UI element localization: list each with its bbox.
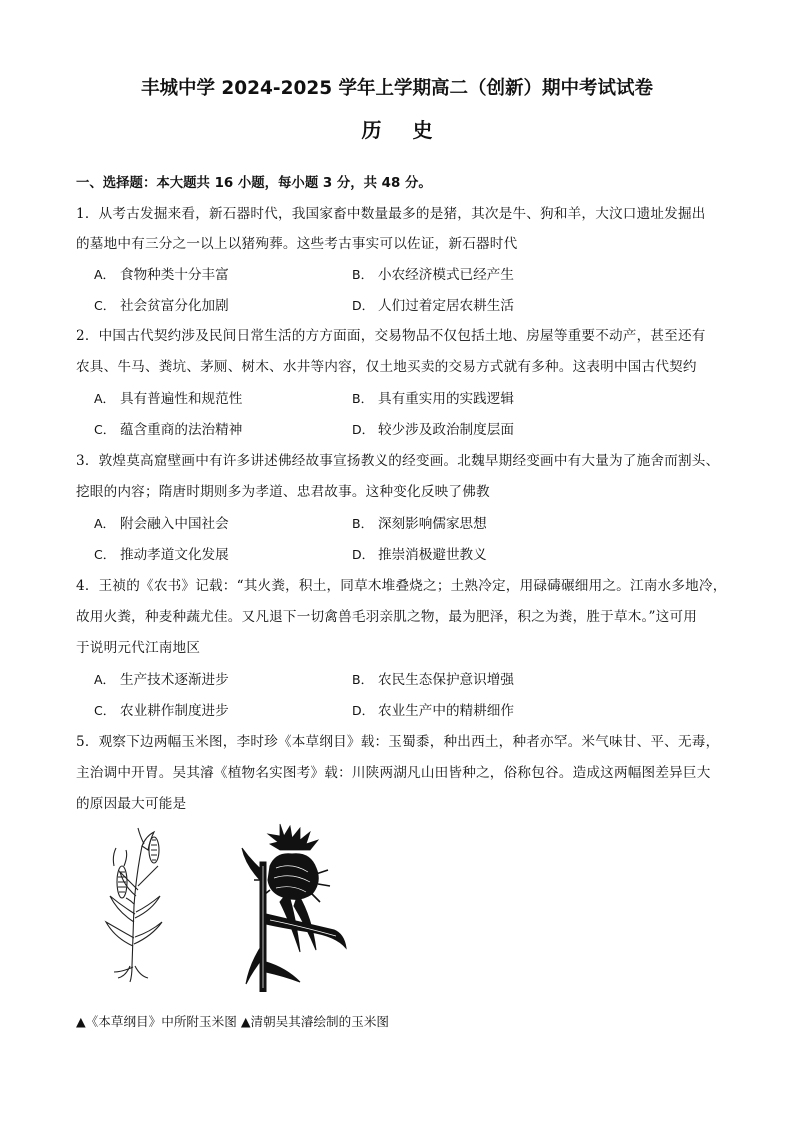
question-3-line-1: 3．敦煌莫高窟壁画中有许多讲述佛经故事宣扬教义的经变画。北魏早期经变画中有大量为了施舍而割头、: [76, 453, 720, 469]
question-2-line-2: 农具、牛马、粪坑、茅厕、树木、水井等内容，仅土地买卖的交易方式就有多种。这表明中国古代契约: [76, 359, 697, 375]
question-2-option-c: C． 蕴含重商的法治精神: [94, 422, 243, 438]
question-5-line-3: 的原因最大可能是: [76, 796, 187, 812]
question-4-option-d: D． 农业生产中的精耕细作: [352, 703, 514, 719]
section-heading: 一、选择题：本大题共 16 小题，每小题 3 分，共 48 分。: [76, 176, 432, 191]
question-5-line-2: 主治调中开胃。吴其濬《植物名实图考》载：川陕两湖凡山田皆种之，俗称包谷。造成这两幅图差异巨大: [76, 765, 711, 781]
question-3-option-b: B． 深刻影响儒家思想: [352, 516, 487, 532]
question-2-line-1: 2．中国古代契约涉及民间日常生活的方方面面，交易物品不仅包括土地、房屋等重要不动产，甚至还有: [76, 328, 706, 344]
question-5-line-1: 5．观察下边两幅玉米图，李时珍《本草纲目》载：玉蜀黍，种出西土，种者亦罕。米气味甘、平、无毒，: [76, 734, 720, 750]
question-3-line-2: 挖眼的内容；隋唐时期则多为孝道、忠君故事。这种变化反映了佛教: [76, 484, 490, 500]
subject-heading: 历 史: [361, 118, 433, 142]
question-3-option-c: C． 推动孝道文化发展: [94, 547, 229, 563]
question-1-option-d: D． 人们过着定居农耕生活: [352, 298, 514, 314]
question-1-option-b: B． 小农经济模式已经产生: [352, 267, 514, 283]
question-4-line-1: 4．王祯的《农书》记载：“其火粪，积土，同草木堆叠烧之；土熟冷定，用碌碡碾细用之。江南水多地冷，: [76, 578, 727, 594]
question-1-line-2: 的墓地中有三分之一以上以猪殉葬。这些考古事实可以佐证，新石器时代: [76, 236, 518, 252]
question-2-option-d: D． 较少涉及政治制度层面: [352, 422, 514, 438]
question-4-option-a: A． 生产技术逐渐进步: [94, 672, 229, 688]
exam-title: 丰城中学 2024-2025 学年上学期高二（创新）期中考试试卷: [140, 78, 654, 99]
qing-corn-illustration: [240, 822, 348, 992]
question-4-option-b: B． 农民生态保护意识增强: [352, 672, 514, 688]
question-4-line-3: 于说明元代江南地区: [76, 640, 201, 656]
question-1-option-a: A． 食物种类十分丰富: [94, 267, 229, 283]
question-3-option-d: D． 推崇消极避世教义: [352, 547, 487, 563]
question-3-option-a: A． 附会融入中国社会: [94, 516, 229, 532]
question-2-option-a: A． 具有普遍性和规范性: [94, 391, 243, 407]
question-1-line-1: 1．从考古发掘来看，新石器时代，我国家畜中数量最多的是猪，其次是牛、狗和羊，大汶口遗址发掘出: [76, 206, 706, 222]
figure-caption: ▲《本草纲目》中所附玉米图 ▲清朝吴其濬绘制的玉米图: [76, 1014, 390, 1029]
question-1-option-c: C． 社会贫富分化加剧: [94, 298, 229, 314]
question-4-option-c: C． 农业耕作制度进步: [94, 703, 229, 719]
question-2-option-b: B． 具有重实用的实践逻辑: [352, 391, 514, 407]
bencao-corn-illustration: [100, 826, 172, 984]
question-4-line-2: 故用火粪，种麦种蔬尤佳。又凡退下一切禽兽毛羽亲肌之物，最为肥泽，积之为粪，胜于草木。”这可用: [76, 609, 698, 625]
